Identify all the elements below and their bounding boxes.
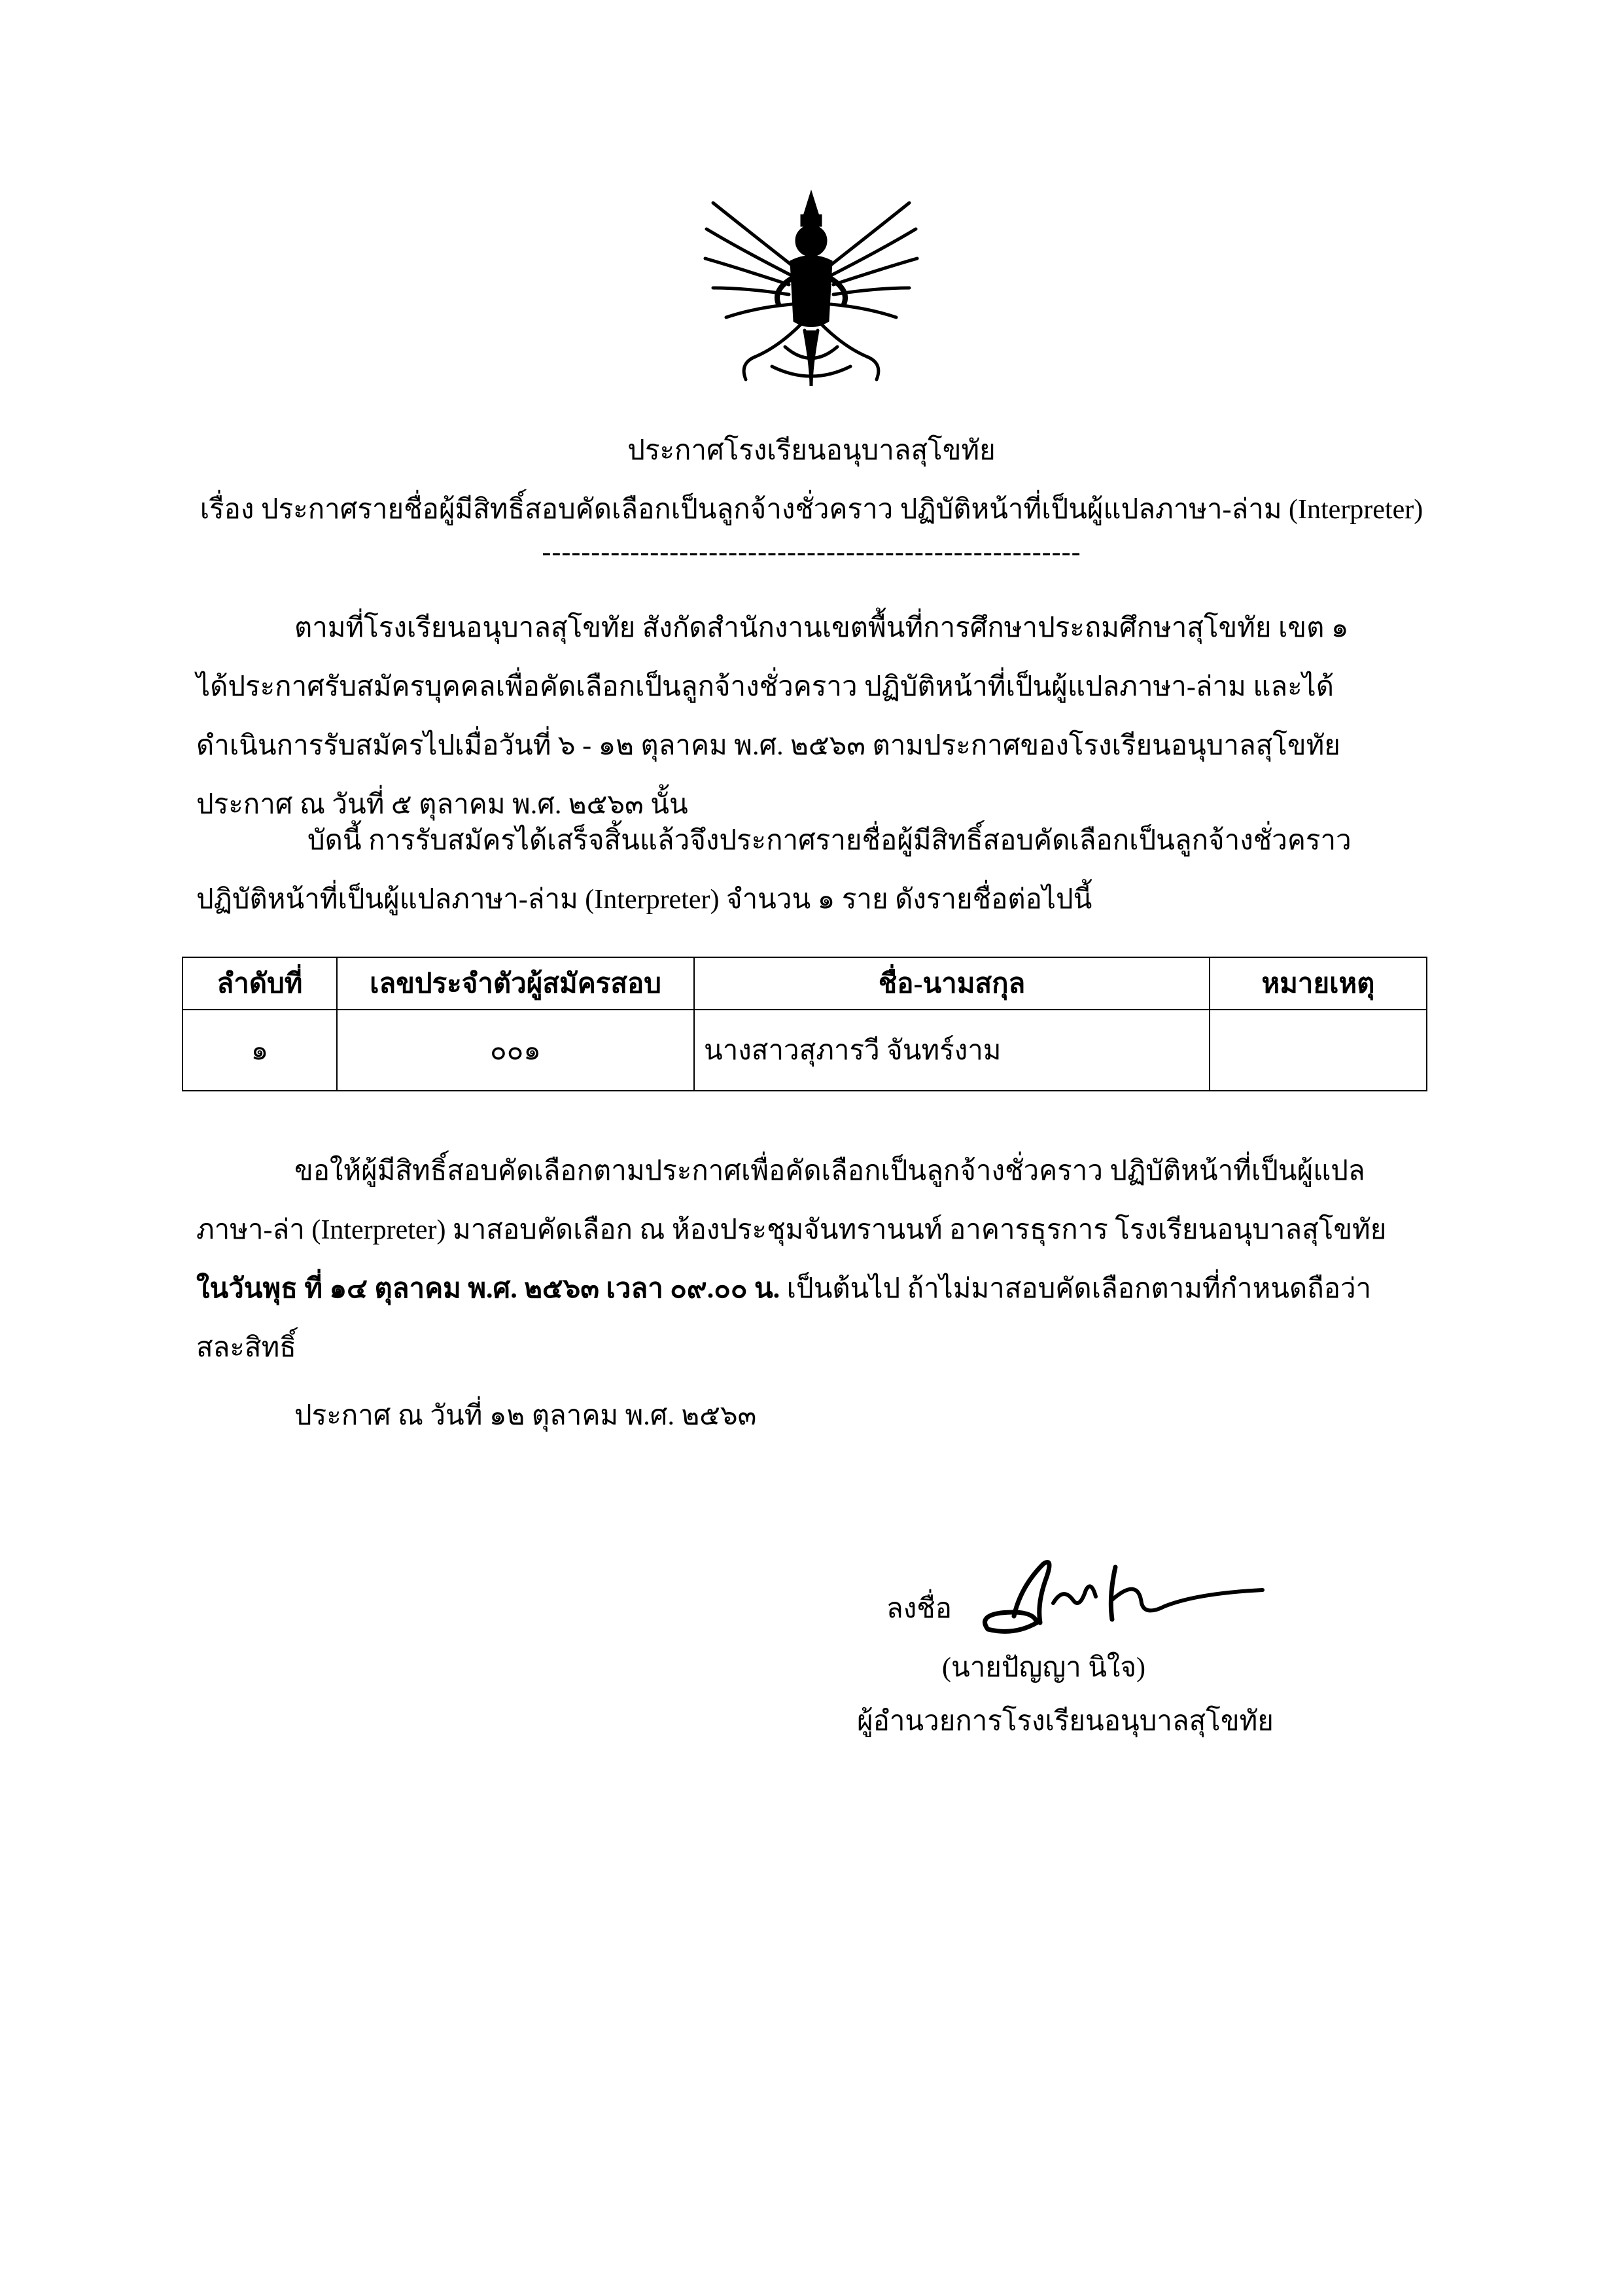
column-header-remarks: หมายเหตุ (1210, 957, 1427, 1010)
candidate-table (182, 957, 1427, 1091)
signature-label: ลงชื่อ (886, 1594, 952, 1624)
paragraph-line: ได้ประกาศรับสมัครบุคคลเพื่อคัดเลือกเป็นลูกจ้างชั่วคราว ปฏิบัติหน้าที่เป็นผู้แปลภาษา-ล่าม และได้ (196, 672, 1335, 702)
cell-applicant-id: ๐๐๑ (337, 1010, 694, 1091)
signatory-position: ผู้อำนวยการโรงเรียนอนุบาลสุโขทัย (857, 1706, 1274, 1737)
table-header-row (183, 957, 1427, 1010)
paragraph-line (196, 1260, 1426, 1318)
signatory-name: (นายปัญญา นิใจ) (942, 1653, 1146, 1683)
paragraph-line: ภาษา-ล่า (Interpreter) มาสอบคัดเลือก ณ ห้องประชุมจันทรานนท์ อาคารธุรการ โรงเรียนอนุบาลสุโขทัย (196, 1215, 1387, 1245)
column-header-full-name: ชื่อ-นามสกุล (694, 957, 1210, 1010)
paragraph-background (196, 599, 1426, 834)
paragraph-line: ปฏิบัติหน้าที่เป็นผู้แปลภาษา-ล่าม (Interpreter) จำนวน ๑ ราย ดังรายชื่อต่อไปนี้ (196, 885, 1092, 915)
cell-number: ๑ (183, 1010, 337, 1091)
paragraph-line: ขอให้ผู้มีสิทธิ์สอบคัดเลือกตามประกาศเพื่อคัดเลือกเป็นลูกจ้างชั่วคราว ปฏิบัติหน้าที่เป็นผู้แปล (294, 1156, 1365, 1186)
divider-line: ------------------------------------------------------- (542, 537, 1081, 567)
paragraph-line: บัดนี้ การรับสมัครได้เสร็จสิ้นแล้วจึงประกาศรายชื่อผู้มีสิทธิ์สอบคัดเลือกเป็นลูกจ้างชั่วคราว (307, 826, 1352, 856)
garuda-emblem-icon (693, 190, 929, 393)
paragraph-line: สละสิทธิ์ (196, 1333, 296, 1363)
announcement-date: ประกาศ ณ วันที่ ๑๒ ตุลาคม พ.ศ. ๒๕๖๓ (294, 1401, 757, 1431)
cell-remarks (1210, 1010, 1427, 1091)
paragraph-line: ดำเนินการรับสมัครไปเมื่อวันที่ ๖ - ๑๒ ตุลาคม พ.ศ. ๒๕๖๓ ตามประกาศของโรงเรียนอนุบาลสุโขทัย (196, 731, 1340, 761)
table-row (183, 1010, 1427, 1091)
document-title: ประกาศโรงเรียนอนุบาลสุโขทัย (627, 436, 996, 466)
handwritten-signature-icon (975, 1551, 1276, 1646)
column-header-applicant-id: เลขประจำตัวผู้สมัครสอบ (337, 957, 694, 1010)
paragraph-exam-instructions (196, 1142, 1426, 1377)
paragraph-line: ประกาศ ณ วันที่ ๕ ตุลาคม พ.ศ. ๒๕๖๓ นั้น (196, 790, 688, 820)
paragraph-line: ตามที่โรงเรียนอนุบาลสุโขทัย สังกัดสำนักงานเขตพื้นที่การศึกษาประถมศึกษาสุโขทัย เขต ๑ (294, 613, 1349, 643)
document-subject: เรื่อง ประกาศรายชื่อผู้มีสิทธิ์สอบคัดเลือกเป็นลูกจ้างชั่วคราว ปฏิบัติหน้าที่เป็นผู้แปลภาษา-ล่าม (Interpreter) (200, 495, 1423, 525)
paragraph-announcement (196, 811, 1426, 929)
column-header-number: ลำดับที่ (183, 957, 337, 1010)
cell-full-name: นางสาวสุภารวี จันทร์งาม (694, 1010, 1210, 1091)
exam-date-time: ในวันพุธ ที่ ๑๔ ตุลาคม พ.ศ. ๒๕๖๓ เวลา ๐๙.๐๐ น. (196, 1274, 780, 1304)
paragraph-line-rest: เป็นต้นไป ถ้าไม่มาสอบคัดเลือกตามที่กำหนดถือว่า (780, 1274, 1372, 1304)
